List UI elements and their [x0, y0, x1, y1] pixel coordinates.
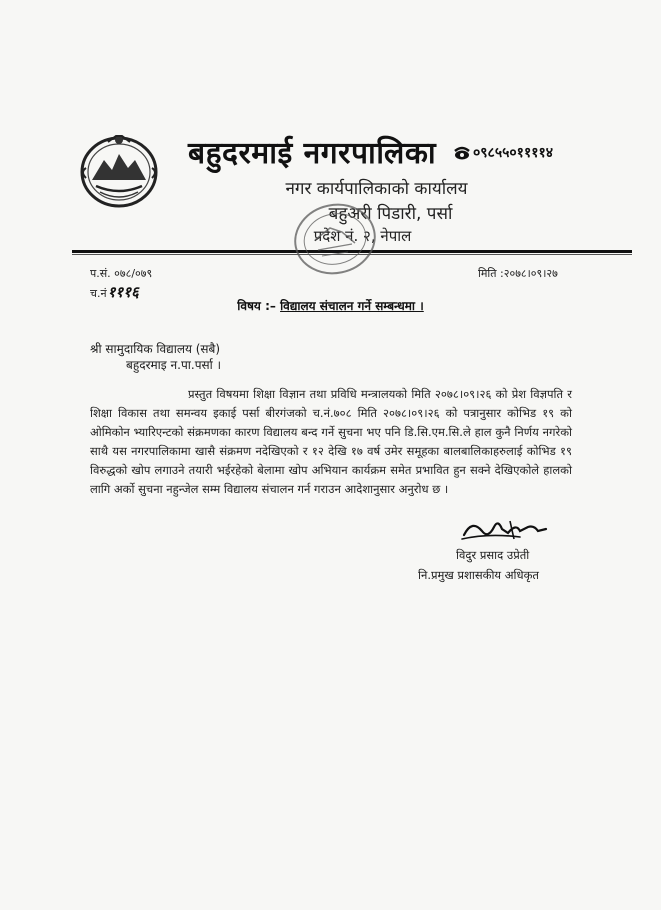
body-paragraph: प्रस्तुत विषयमा शिक्षा विज्ञान तथा प्रविधि मन्त्रालयको मिति २०७८।०९।२६ को प्रेश विज्ञपति र शिक्षा विकास तथा समन्वय इकाई पर्सा बीरगंजको च.नं.७०८ मिति २०७८।०९।२६ को पत्रानुसार कोभिड १९ को ओमिकोन भ्यारिएन्टको संक्रमणका कारण विद्यालय बन्द गर्ने सुचना भए पनि डि.सि.एम.सि.ले हाल कुनै निर्णय नगरेको साथै यस नगरपालिकामा खासै संक्रमण नदेखिएको र १२ देखि १७ वर्ष उमेर समूहका बालबालिकाहरुलाई कोभिड १९ विरुद्धको खोप लगाउने तयारी भईरहेको बेलामा खोप अभियान कार्यक्रम समेत प्रभावित हुन सक्ने देखिएकोले हालको लागि अर्को सुचना नहुन्जेल सम्म विद्यालय संचालन गर्न गराउन आदेशानुसार अनुरोध छ । [90, 387, 572, 496]
recipient-line-1: श्री सामुदायिक विद्यालय (सबै) [90, 342, 221, 356]
letter-body [90, 385, 572, 499]
office-province: प्रदेश नं. २, नेपाल [313, 227, 412, 245]
office-name: नगर कार्यपालिकाको कार्यालय [285, 179, 468, 199]
telephone-icon [454, 146, 470, 160]
phone-text: ०९८५५०११११४ [473, 145, 554, 161]
chalani-label: च.नं [90, 287, 107, 300]
letter-date: मिति :२०७८।०९।२७ [478, 267, 558, 280]
official-stamp [280, 198, 390, 280]
subject-label: विषय :– [237, 299, 276, 313]
chalani-handwritten: १११६ [107, 283, 139, 301]
subject-text: विद्यालय संचालन गर्ने सम्बन्धमा । [280, 299, 424, 313]
handwritten-signature [458, 513, 558, 545]
subject-line [0, 297, 661, 314]
office-location: बहुअरी पिडारी, पर्सा [328, 204, 453, 224]
signer-name: विदुर प्रसाद उप्रेती [456, 548, 530, 562]
org-name: बहुदरमाई नगरपालिका [188, 136, 437, 171]
phone-number [454, 143, 553, 162]
signer-designation: नि.प्रमुख प्रशासकीय अधिकृत [418, 568, 539, 582]
reference-number: प.सं. ०७८/०७९ [90, 267, 153, 280]
recipient-line-2: बहुदरमाइ न.पा.पर्सा । [126, 358, 222, 372]
